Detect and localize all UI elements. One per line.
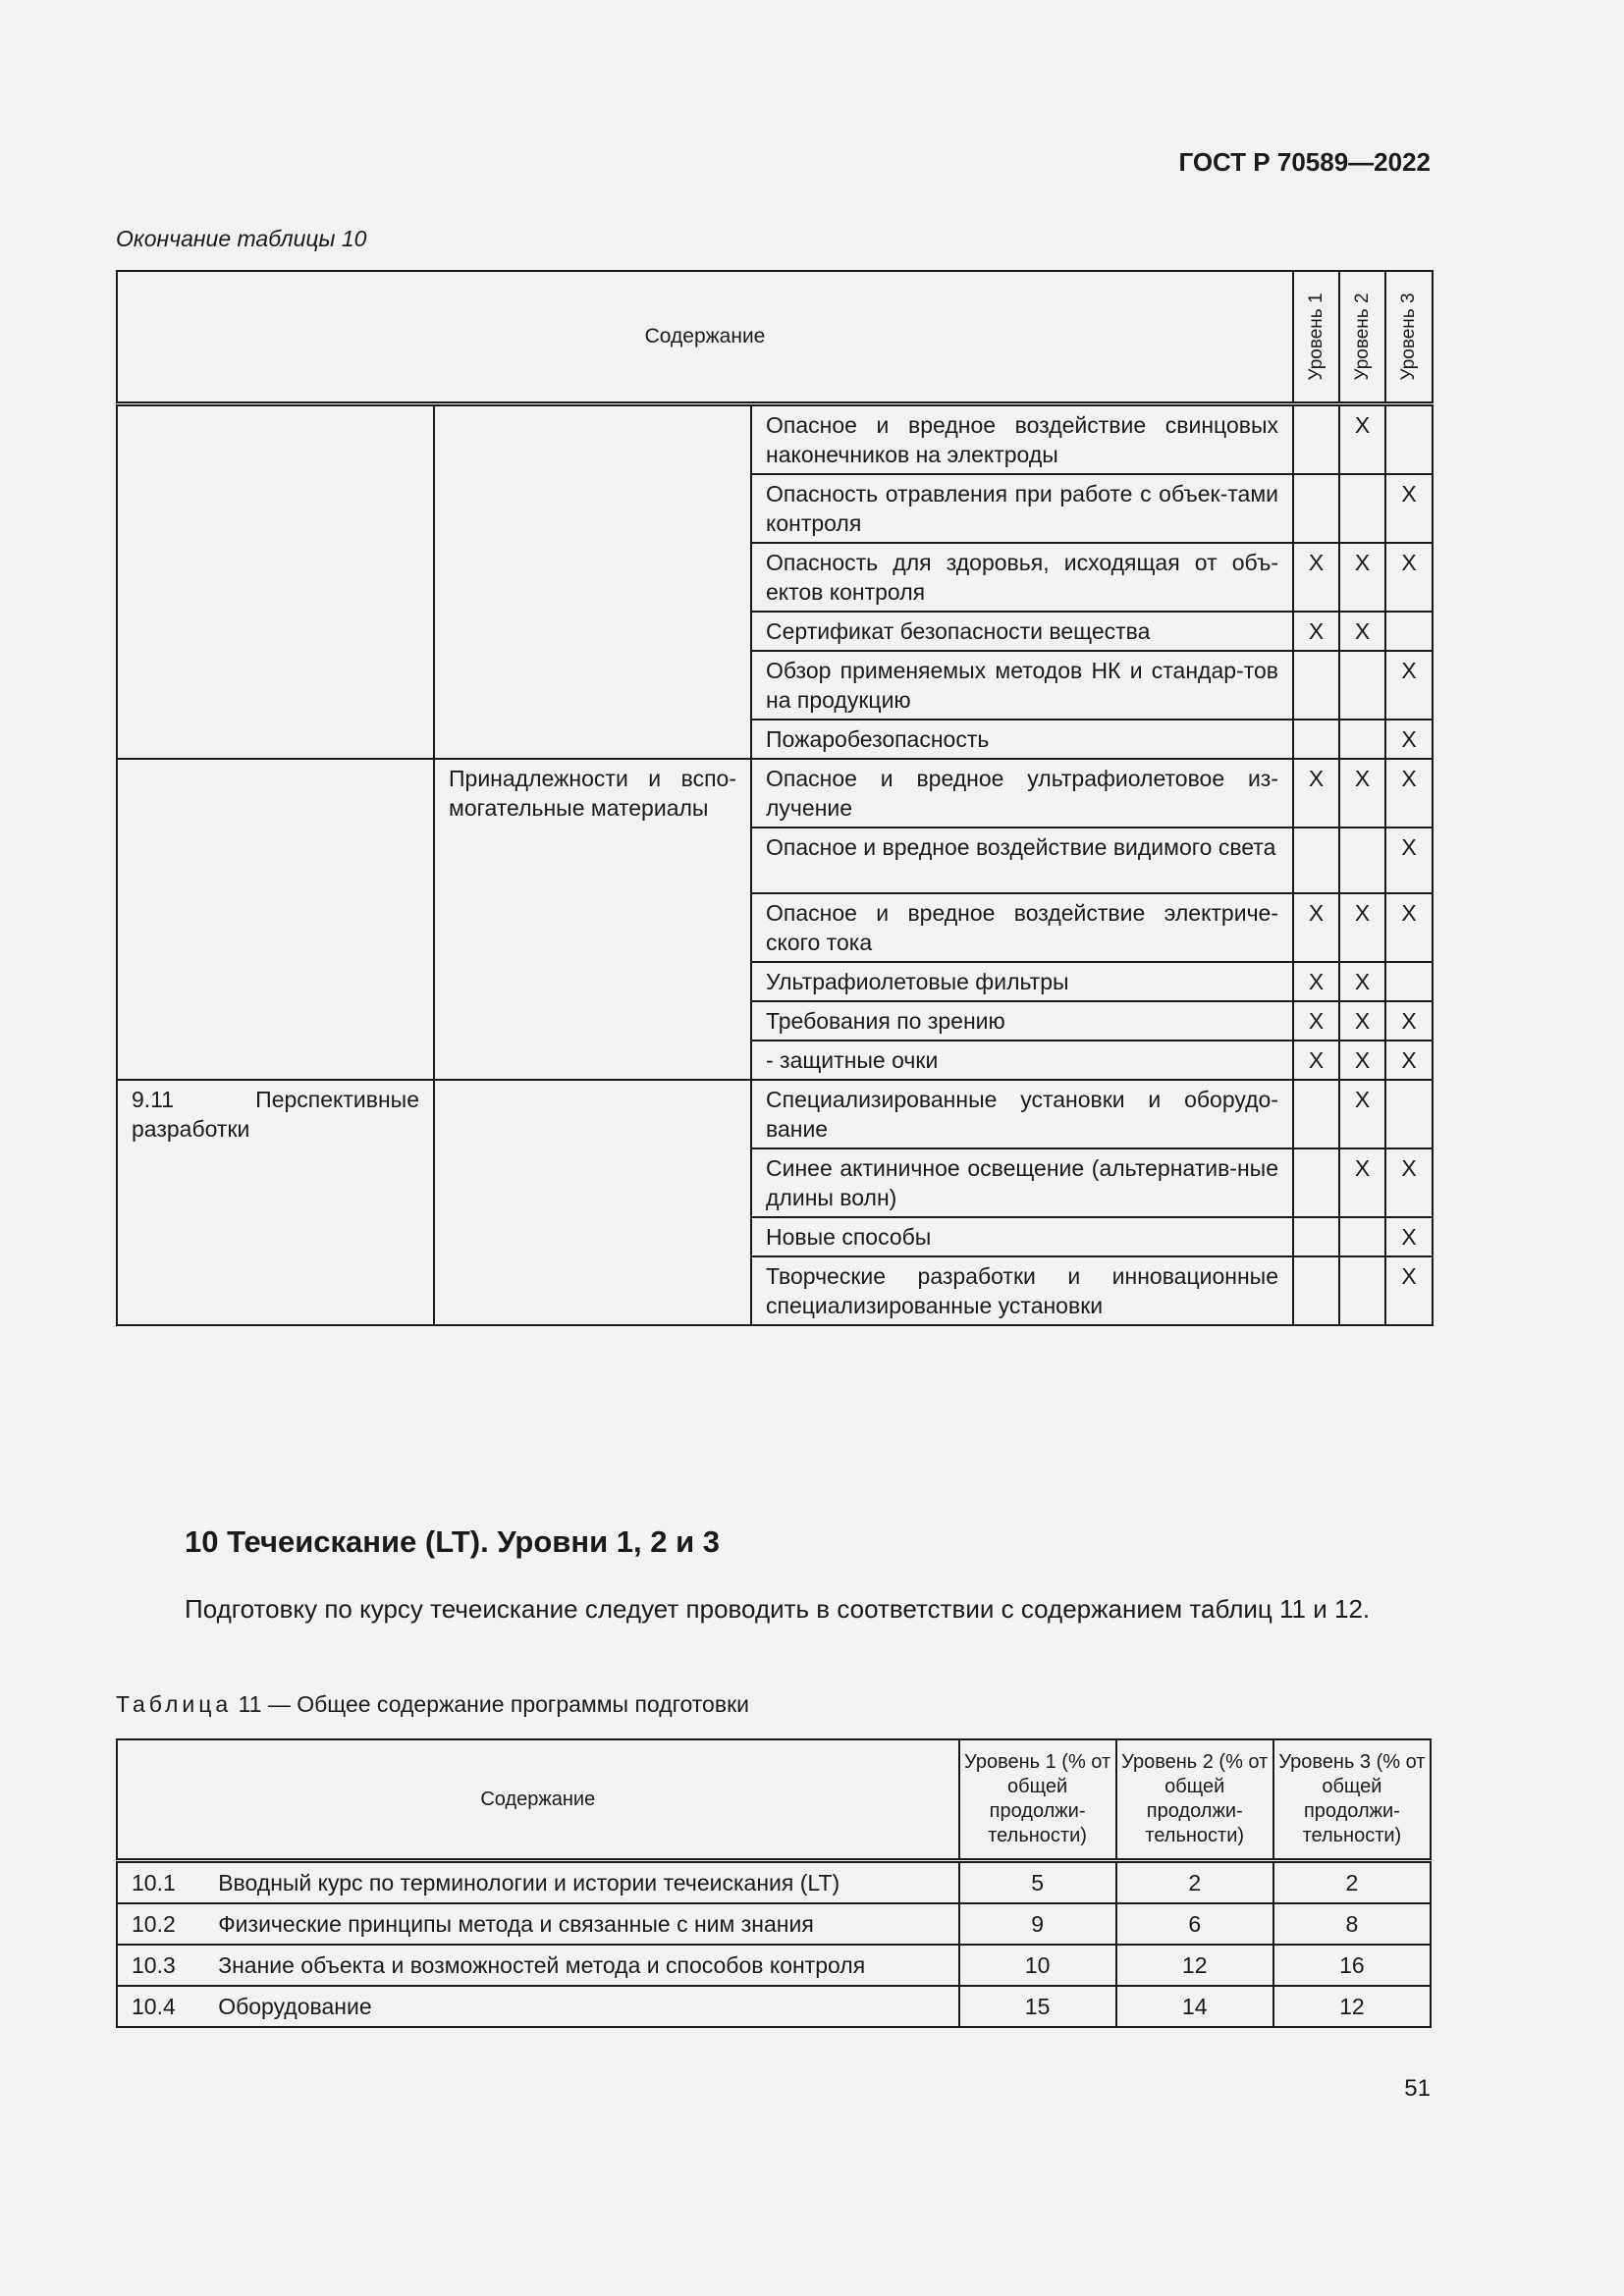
level-3-mark: X — [1385, 893, 1433, 962]
level-2-mark — [1339, 1217, 1385, 1256]
item-text-cell: Сертификат безопасности вещества — [751, 612, 1293, 651]
subtopic-cell — [434, 1080, 751, 1325]
table-header-row — [117, 271, 1433, 404]
level-3-mark: X — [1385, 1041, 1433, 1080]
item-name: Знание объекта и возможностей метода и способов контроля — [204, 1945, 958, 1986]
level-3-mark — [1385, 404, 1433, 475]
item-number: 10.3 — [117, 1945, 204, 1986]
level-2-value: 6 — [1116, 1903, 1273, 1945]
level-2-mark: X — [1339, 1080, 1385, 1148]
item-text-cell: Опасное и вредное воздействие свинцовых наконечников на электроды — [751, 404, 1293, 475]
level-1-mark — [1293, 1217, 1339, 1256]
table-row — [117, 1861, 1431, 1904]
table-row — [117, 1945, 1431, 1986]
level-1-mark — [1293, 651, 1339, 720]
level-1-mark — [1293, 1148, 1339, 1217]
table-header-row — [117, 1739, 1431, 1861]
column-header-level-2: Уровень 2 — [1339, 271, 1385, 404]
level-3-mark: X — [1385, 474, 1433, 543]
column-header-content: Содержание — [117, 1739, 959, 1861]
item-number: 10.4 — [117, 1986, 204, 2027]
level-2-mark — [1339, 651, 1385, 720]
level-2-mark: X — [1339, 1148, 1385, 1217]
item-number: 10.1 — [117, 1861, 204, 1904]
level-2-value: 14 — [1116, 1986, 1273, 2027]
item-text-cell: Опасность отравления при работе с объек-тами контроля — [751, 474, 1293, 543]
table-row — [117, 1986, 1431, 2027]
level-2-mark — [1339, 1256, 1385, 1325]
level-1-value: 9 — [959, 1903, 1116, 1945]
column-header-level-1: Уровень 1 (% от общей продолжи-тельности) — [959, 1739, 1116, 1861]
level-3-mark: X — [1385, 1148, 1433, 1217]
level-1-mark: X — [1293, 962, 1339, 1001]
table-row — [117, 1080, 1433, 1148]
item-name: Физические принципы метода и связанные с ним знания — [204, 1903, 958, 1945]
level-3-value: 12 — [1273, 1986, 1431, 2027]
section-paragraph: Подготовку по курсу течеискание следует проводить в соответствии с содержанием таблиц 11 и 12. — [185, 1594, 1371, 1624]
level-1-value: 5 — [959, 1861, 1116, 1904]
item-text-cell: Специализированные установки и оборудо-вание — [751, 1080, 1293, 1148]
level-2-mark — [1339, 828, 1385, 893]
table-row — [117, 1903, 1431, 1945]
item-text-cell: Требования по зрению — [751, 1001, 1293, 1041]
column-header-level-3: Уровень 3 (% от общей продолжи-тельности) — [1273, 1739, 1431, 1861]
level-3-value: 8 — [1273, 1903, 1431, 1945]
document-code: ГОСТ Р 70589—2022 — [1178, 147, 1431, 177]
item-text-cell: Ультрафиолетовые фильтры — [751, 962, 1293, 1001]
subtopic-cell — [434, 404, 751, 760]
level-2-value: 12 — [1116, 1945, 1273, 1986]
item-text-cell: Опасное и вредное воздействие электриче-ского тока — [751, 893, 1293, 962]
level-2-mark: X — [1339, 962, 1385, 1001]
level-2-mark: X — [1339, 893, 1385, 962]
level-3-value: 16 — [1273, 1945, 1431, 1986]
item-text-cell: Синее актиничное освещение (альтернатив-ные длины волн) — [751, 1148, 1293, 1217]
level-3-mark: X — [1385, 759, 1433, 828]
column-header-level-2: Уровень 2 (% от общей продолжи-тельности) — [1116, 1739, 1273, 1861]
level-3-mark: X — [1385, 1001, 1433, 1041]
level-1-mark — [1293, 1256, 1339, 1325]
table-caption-title: 11 — Общее содержание программы подготовки — [232, 1691, 749, 1717]
topic-cell — [117, 759, 434, 1080]
item-text-cell: Творческие разработки и инновационные специализированные установки — [751, 1256, 1293, 1325]
level-1-mark: X — [1293, 1041, 1339, 1080]
level-1-value: 15 — [959, 1986, 1116, 2027]
level-2-mark: X — [1339, 759, 1385, 828]
item-text-cell: - защитные очки — [751, 1041, 1293, 1080]
table-row — [117, 404, 1433, 475]
level-3-value: 2 — [1273, 1861, 1431, 1904]
item-name: Оборудование — [204, 1986, 958, 2027]
level-2-mark: X — [1339, 612, 1385, 651]
level-3-mark: X — [1385, 720, 1433, 759]
level-1-mark — [1293, 828, 1339, 893]
topic-cell — [117, 404, 434, 760]
level-1-value: 10 — [959, 1945, 1116, 1986]
topic-cell: 9.11 Перспективные разработки — [117, 1080, 434, 1325]
subtopic-cell: Принадлежности и вспо-могательные материалы — [434, 759, 751, 1080]
level-2-mark: X — [1339, 543, 1385, 612]
page-number: 51 — [1404, 2075, 1431, 2102]
level-2-mark: X — [1339, 1001, 1385, 1041]
table-11-caption — [116, 1691, 749, 1718]
level-3-mark — [1385, 612, 1433, 651]
level-3-mark: X — [1385, 828, 1433, 893]
level-2-mark — [1339, 720, 1385, 759]
column-header-level-1: Уровень 1 — [1293, 271, 1339, 404]
level-2-mark: X — [1339, 1041, 1385, 1080]
table-10 — [116, 270, 1434, 1326]
level-3-mark — [1385, 962, 1433, 1001]
item-text-cell: Опасность для здоровья, исходящая от объ-ектов контроля — [751, 543, 1293, 612]
level-3-mark: X — [1385, 543, 1433, 612]
item-text-cell: Пожаробезопасность — [751, 720, 1293, 759]
level-1-mark: X — [1293, 543, 1339, 612]
table-continuation-caption: Окончание таблицы 10 — [116, 226, 367, 251]
item-text-cell: Обзор применяемых методов НК и стандар-тов на продукцию — [751, 651, 1293, 720]
level-1-mark: X — [1293, 1001, 1339, 1041]
item-text-cell: Новые способы — [751, 1217, 1293, 1256]
level-1-mark — [1293, 474, 1339, 543]
level-2-mark: X — [1339, 404, 1385, 475]
level-1-mark: X — [1293, 893, 1339, 962]
level-2-value: 2 — [1116, 1861, 1273, 1904]
level-1-mark — [1293, 720, 1339, 759]
table-row — [117, 759, 1433, 828]
level-1-mark: X — [1293, 612, 1339, 651]
table-caption-label: Таблица — [116, 1691, 233, 1717]
item-name: Вводный курс по терминологии и истории течеискания (LT) — [204, 1861, 958, 1904]
level-3-mark: X — [1385, 1256, 1433, 1325]
column-header-level-3: Уровень 3 — [1385, 271, 1433, 404]
table-11 — [116, 1738, 1432, 2028]
level-3-mark: X — [1385, 651, 1433, 720]
level-3-mark: X — [1385, 1217, 1433, 1256]
level-1-mark: X — [1293, 759, 1339, 828]
column-header-content: Содержание — [117, 271, 1293, 404]
level-3-mark — [1385, 1080, 1433, 1148]
item-number: 10.2 — [117, 1903, 204, 1945]
section-heading: 10 Течеискание (LT). Уровни 1, 2 и 3 — [185, 1524, 720, 1559]
item-text-cell: Опасное и вредное воздействие видимого света — [751, 828, 1293, 893]
level-2-mark — [1339, 474, 1385, 543]
item-text-cell: Опасное и вредное ультрафиолетовое из-лучение — [751, 759, 1293, 828]
level-1-mark — [1293, 404, 1339, 475]
level-1-mark — [1293, 1080, 1339, 1148]
